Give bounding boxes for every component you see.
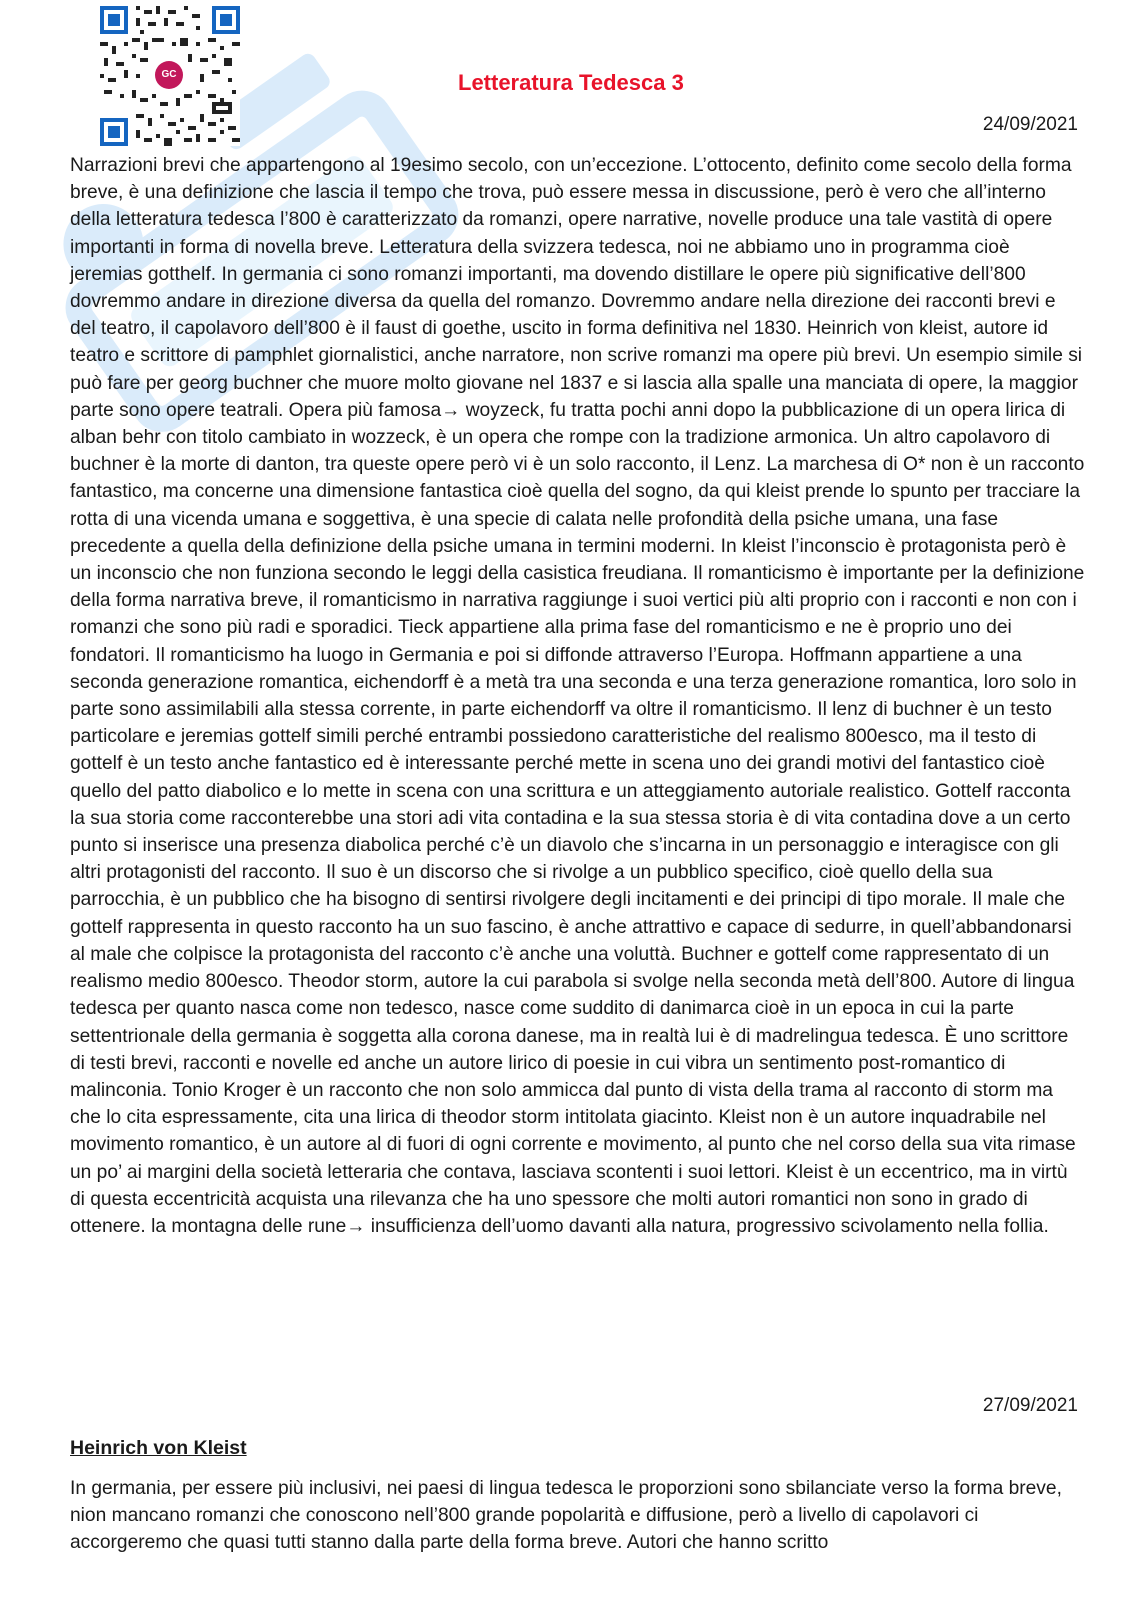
lecture-1-paragraph: Narrazioni brevi che appartengono al 19esimo secolo, con un’eccezione. L’ottocento, definito come secolo della forma breve, è una definizione che lascia il tempo che trova, può essere messa in discussione, però è vero che all’interno della letteratura tedesca l’800 è caratterizzato da romanzi, opere narrative, novelle produce una tale vastità di opere importanti in forma di novella breve. Letteratura della svizzera tedesca, noi ne abbiamo uno in programma cioè jeremias gotthelf. In germania ci sono romanzi importanti, ma dovendo distillare le opere più significative dell’800 dovremmo andare in direzione diversa da quella del romanzo. Dovremmo andare nella direzione dei racconti brevi e del teatro, il capolavoro dell’800 è il faust di goethe, uscito in forma definitiva nel 1830. Heinrich von kleist, autore id teatro e scrittore di pamphlet giornalistici, anche narratore, non scrive romanzi ma opere più brevi. Un esempio simile si può fare per georg buchner che muore molto giovane nel 1837 e si lascia alla spalle una manciata di opere, la maggior parte sono opere teatrali. Opera più famosa→ woyzeck, fu tratta pochi anni dopo la pubblicazione di un opera lirica di alban behr con titolo cambiato in wozzeck, è un opera che rompe con la tradizione armonica. Un altro capolavoro di buchner è la morte di danton, tra queste opere però vi è un solo racconto, il Lenz. La marchesa di O* non è un racconto fantastico, ma concerne una dimensione fantastica cioè quella del sogno, da qui kleist prende lo spunto per tracciare la rotta di una vicenda umana e soggettiva, è una specie di calata nelle profondità della psiche umana, una fase precedente a quella della definizione della psiche umana in termini moderni. In kleist l’inconscio è protagonista però è un inconscio che non funziona secondo le leggi della casistica freudiana. Il romanticismo è importante per la definizione della forma narrativa breve, il romanticismo in narrativa raggiunge i suoi vertici più alti proprio con i racconti e non con i romanzi che sono più radi e sporadici. Tieck appartiene alla prima fase del romanticismo e ne è proprio uno dei fondatori. Il romanticismo ha luogo in Germania e poi si diffonde attraverso l’Europa. Hoffmann appartiene a una seconda generazione romantica, eichendorff è a metà tra una seconda e una terza generazione romantica, loro solo in parte sono assimilabili alla stessa corrente, in parte eichendorff va oltre il romanticismo. Il lenz di buchner è un testo particolare e jeremias gottelf simili perché entrambi possiedono caratteristiche del realismo 800esco, ma il testo di gottelf è un testo anche fantastico ed è interessante perché mette in scena uno dei grandi motivi del fantastico cioè quello del patto diabolico e lo mette in scena con una scrittura e un atteggiamento autoriale realistico. Gottelf racconta la sua storia come racconterebbe una stori adi vita contadina e la sua stessa storia è di vita contadina dove a un certo punto si inserisce una presenza diabolica perché c’è un diavolo che s’incarna in un personaggio e interagisce con gli altri protagonisti del racconto. Il suo è un discorso che si rivolge a un pubblico specifico, cioè quello della sua parrocchia, è un pubblico che ha bisogno di sentirsi rivolgere degli incitamenti e dei principi di tipo morale. Il male che gottelf rappresenta in questo racconto ha un suo fascino, è anche attrattivo e capace di sedurre, in quell’abbandonarsi al male che colpisce la protagonista del racconto c’è anche una voluttà. Buchner e gottelf come rappresentato di un realismo medio 800esco. Theodor storm, autore la cui parabola si svolge nella seconda metà dell’800. Autore di lingua tedesca per quanto nasca come non tedesco, nasce come suddito di danimarca cioè in un epoca in cui la parte settentrionale della germania è soggetta alla corona danese, ma in realtà lui è di madrelingua tedesca. È uno scrittore di testi brevi, racconti e novelle ed anche un autore lirico di poesie in cui vibra un sentimento post-romantico di malinconia. Tonio Kroger è un racconto che non solo ammicca dal punto di vista della trama al racconto di storm ma che lo cita espressamente, cita una lirica di theodor storm intitolata giacinto. Kleist non è un autore inquadrabile nel movimento romantico, è un autore al di fuori di ogni corrente e movimento, al punto che nel corso della sua vita rimase un po’ ai margini della società letteraria che contava, lasciava scontenti i suoi lettori. Kleist è un eccentrico, ma in virtù di questa eccentricità acquista una rilevanza che ha uno spessore che molti autori romantici non sono in grado di ottenere. la montagna delle rune→ insufficienza dell’uomo davanti alla natura, progressivo scivolamento nella follia. [70, 155, 1085, 1237]
page-title: Letteratura Tedesca 3 [458, 70, 684, 95]
section-heading: Heinrich von Kleist [70, 1437, 247, 1459]
lecture-2-paragraph: In germania, per essere più inclusivi, nei paesi di lingua tedesca le proporzioni sono sbilanciate verso la forma breve, nion mancano romanzi che conoscono nell’800 grande popolarità e diffusione, però a livello di capolavori ci accorgeremo che quasi tutti stanno dalla parte della forma breve. Autori che hanno scritto [70, 1478, 1062, 1554]
lecture-date-1: 24/09/2021 [982, 114, 1078, 135]
qr-badge: GC [155, 61, 183, 89]
lecture-date-2: 27/09/2021 [982, 1395, 1078, 1416]
